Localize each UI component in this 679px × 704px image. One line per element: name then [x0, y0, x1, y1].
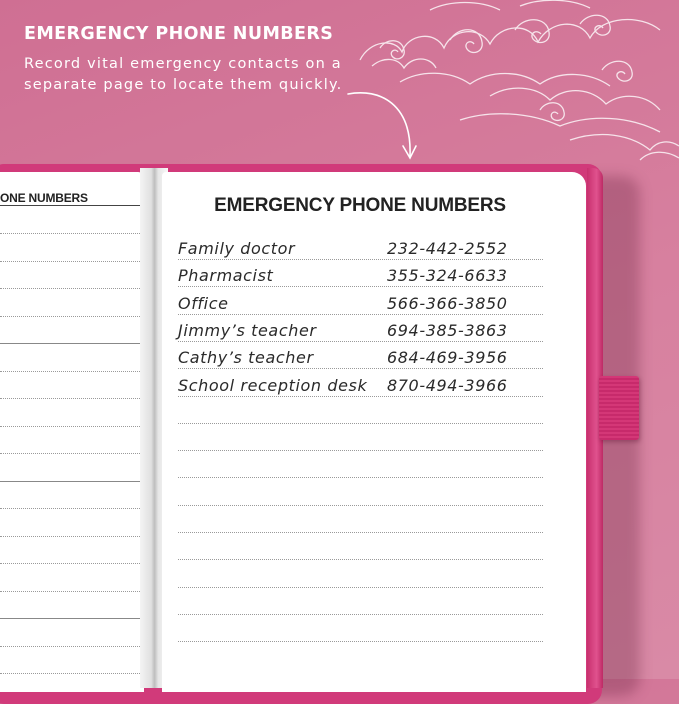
- contact-name: Cathy’s teacher: [178, 348, 314, 368]
- left-page-rule: [0, 646, 142, 647]
- caption-title: EMERGENCY PHONE NUMBERS: [24, 24, 334, 44]
- ruled-line: [178, 559, 543, 560]
- left-page-rule: [0, 233, 142, 234]
- feature-caption: [24, 24, 354, 95]
- contact-name: Family doctor: [178, 239, 296, 258]
- contact-name: Pharmacist: [178, 266, 274, 286]
- contact-name: Jimmy’s teacher: [178, 320, 317, 340]
- left-page-header: ONE NUMBERS: [0, 191, 88, 205]
- curved-arrow-icon: [340, 90, 430, 170]
- left-page-rule: [0, 426, 142, 427]
- contact-name: Office: [178, 293, 229, 313]
- left-page-rule: [0, 508, 142, 509]
- left-page-rule: [0, 371, 142, 372]
- contact-phone: 870-494-3966: [387, 375, 508, 395]
- left-page-rule: [0, 261, 142, 262]
- ruled-line: [178, 396, 543, 397]
- contact-phone: 232-442-2552: [387, 239, 508, 258]
- ruled-line: [178, 587, 543, 588]
- ruled-line: [178, 368, 543, 369]
- left-page-rule: [0, 536, 142, 537]
- ruled-line: [178, 614, 543, 615]
- ruled-line: [178, 532, 543, 533]
- left-page-rule: [0, 618, 142, 619]
- ruled-line: [178, 341, 543, 342]
- contact-name: School reception desk: [178, 375, 368, 395]
- contact-phone: 566-366-3850: [387, 293, 508, 313]
- left-page-rule: [0, 673, 142, 674]
- ruled-line: [178, 286, 543, 287]
- ruled-line: [178, 423, 543, 424]
- ruled-line: [178, 259, 543, 260]
- left-page-rule: [0, 398, 142, 399]
- left-page-header-rule: [0, 205, 142, 206]
- ruled-line: [178, 314, 543, 315]
- ruled-line: [178, 477, 543, 478]
- ruled-line: [178, 641, 543, 642]
- left-page-rule: [0, 591, 142, 592]
- left-page-rule: [0, 453, 142, 454]
- left-page-rule: [0, 316, 142, 317]
- left-page: [0, 172, 144, 692]
- left-page-rule: [0, 343, 142, 344]
- contact-phone: 355-324-6633: [387, 266, 508, 286]
- caption-body: Record vital emergency contacts on a separate page to locate them quickly.: [24, 56, 343, 93]
- contact-phone: 694-385-3863: [387, 320, 508, 340]
- pen-loop: [599, 376, 639, 440]
- left-page-rule: [0, 288, 142, 289]
- ruled-line: [178, 505, 543, 506]
- left-page-rule: [0, 481, 142, 482]
- left-page-rule: [0, 563, 142, 564]
- ruled-line: [178, 450, 543, 451]
- contact-phone: 684-469-3956: [387, 348, 508, 368]
- page-title: EMERGENCY PHONE NUMBERS: [214, 195, 506, 216]
